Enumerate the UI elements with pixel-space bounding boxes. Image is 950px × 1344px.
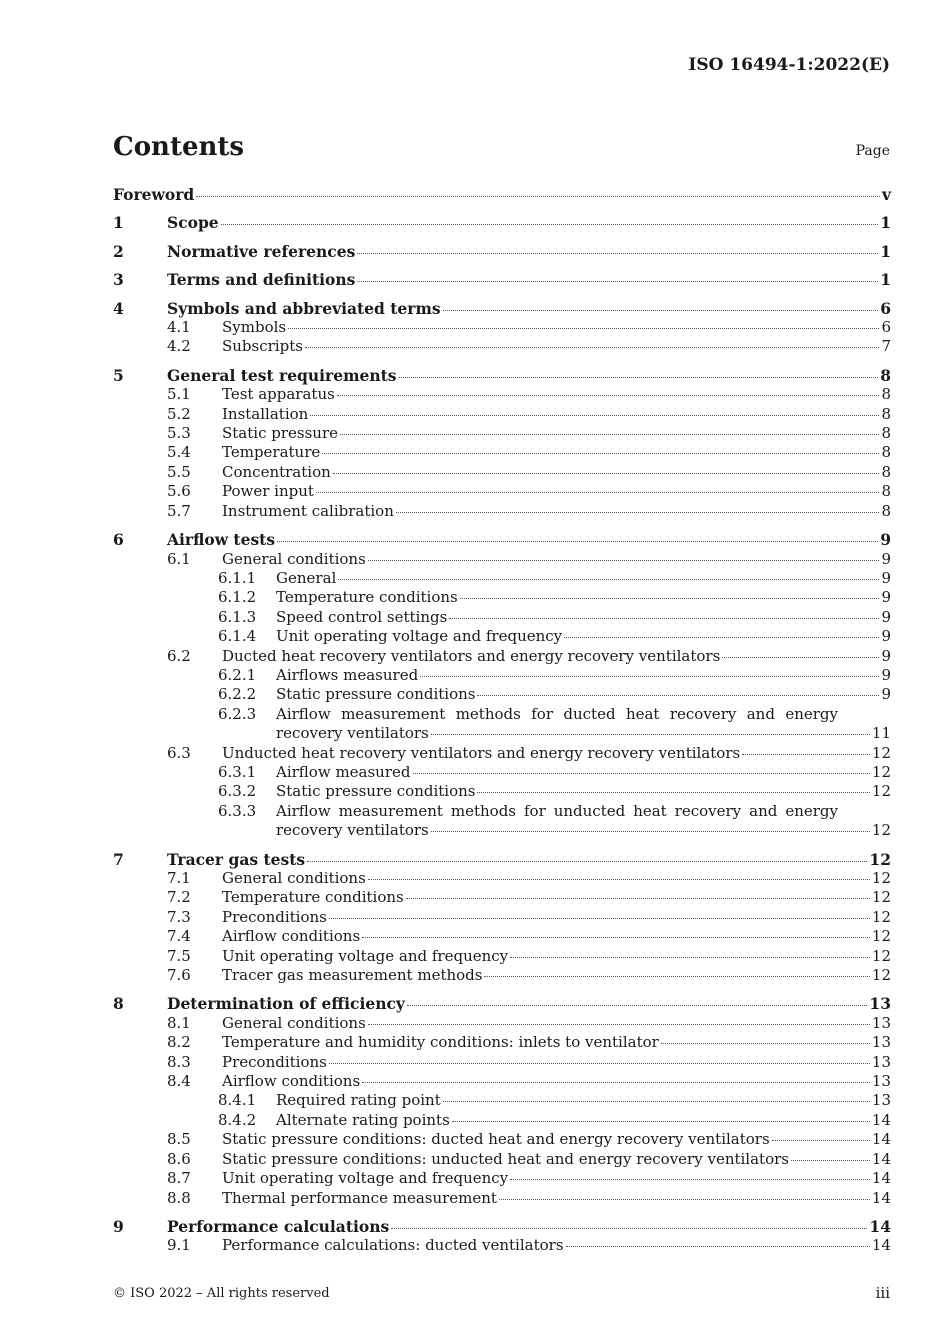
dot-leader (396, 512, 880, 513)
toc-label: Airflow conditions (222, 927, 361, 946)
toc-label: Performance calculations: ducted ventilators (222, 1236, 564, 1255)
toc-label: Static pressure (222, 424, 338, 443)
toc-page: 8 (880, 365, 891, 385)
toc-page: 8 (881, 424, 891, 443)
toc-number: 9.1 (167, 1236, 191, 1255)
toc-page: 14 (871, 1130, 891, 1149)
dot-leader (564, 637, 879, 638)
toc-entry-8-6[interactable] (113, 1150, 891, 1169)
toc-number: 6.3.2 (218, 782, 257, 801)
toc-number: 6.3.3 (218, 801, 257, 820)
toc-entry-6-3-2[interactable] (113, 782, 891, 801)
toc-entry-2[interactable] (113, 242, 891, 261)
dot-leader (368, 879, 870, 880)
dot-leader (277, 541, 878, 542)
toc-number: 6.1.4 (218, 627, 257, 646)
toc-number: 5.3 (167, 424, 191, 443)
toc-page: 8 (881, 482, 891, 501)
toc-label: Airflows measured (276, 665, 419, 684)
toc-label: General test requirements (167, 365, 397, 385)
toc-page: 8 (881, 404, 891, 423)
toc-entry-5-6[interactable] (113, 482, 891, 501)
toc-page: 14 (869, 1216, 891, 1236)
toc-label: Symbols and abbreviated terms (167, 298, 441, 318)
toc-label: Temperature conditions (276, 588, 458, 607)
dot-leader (307, 861, 867, 862)
toc-label: Subscripts (222, 337, 303, 356)
toc-entry-8-8[interactable] (113, 1189, 891, 1208)
toc-label-line-1: Airflow measurement methods for unducted heat recovery and energy (276, 801, 838, 820)
toc-number: 7.2 (167, 888, 191, 907)
toc-number: 6.2.3 (218, 704, 257, 723)
toc-label: Scope (167, 213, 219, 233)
dot-leader (566, 1246, 870, 1247)
toc-number: 5.4 (167, 443, 191, 462)
dot-leader (420, 676, 879, 677)
toc-page: 6 (880, 298, 891, 318)
toc-number: 8.4 (167, 1072, 191, 1091)
toc-entry-8-4-2[interactable] (113, 1111, 891, 1130)
toc-page: 6 (881, 318, 891, 337)
toc-entry-9[interactable] (113, 1217, 891, 1236)
dot-leader (340, 434, 879, 435)
toc-entry-5-3[interactable] (113, 424, 891, 443)
toc-label: Static pressure conditions: ducted heat and energy recovery ventilators (222, 1130, 770, 1149)
toc-number: 7.3 (167, 907, 191, 926)
toc-entry-7[interactable] (113, 850, 891, 869)
dot-leader (510, 957, 870, 958)
dot-leader (357, 253, 878, 254)
toc-number: 7.4 (167, 927, 191, 946)
toc-label: Required rating point (276, 1091, 441, 1110)
dot-leader (368, 560, 880, 561)
toc-entry-6-3-1[interactable] (113, 763, 891, 782)
toc-page: 1 (880, 213, 891, 233)
toc-number: 6 (113, 530, 124, 550)
toc-number: 4 (113, 298, 124, 318)
toc-label: Static pressure conditions (276, 782, 476, 801)
toc-entry-1[interactable] (113, 213, 891, 232)
toc-label: Speed control settings (276, 607, 448, 626)
toc-entry-6[interactable] (113, 530, 891, 549)
dot-leader (362, 937, 870, 938)
toc-page: 12 (871, 946, 891, 965)
toc-number: 5.2 (167, 404, 191, 423)
toc-page: 14 (871, 1169, 891, 1188)
toc-number: 1 (113, 213, 124, 233)
toc-entry-4-1[interactable] (113, 318, 891, 337)
toc-entry-8[interactable] (113, 994, 891, 1013)
toc-page: 9 (881, 549, 891, 568)
toc-label-line-2: recovery ventilators (276, 821, 429, 840)
toc-entry-5-5[interactable] (113, 463, 891, 482)
toc-label: General conditions (222, 549, 366, 568)
toc-entry-7-5[interactable] (113, 947, 891, 966)
toc-page: 9 (881, 665, 891, 684)
toc-entry-7-2[interactable] (113, 888, 891, 907)
dot-leader (333, 473, 880, 474)
toc-entry-5-1[interactable] (113, 385, 891, 404)
toc-label: General conditions (222, 869, 366, 887)
toc-page: 8 (881, 462, 891, 481)
toc-page: 12 (871, 966, 891, 985)
toc-entry-5-2[interactable] (113, 405, 891, 424)
toc-label: Unit operating voltage and frequency (276, 627, 563, 646)
dot-leader (407, 1005, 868, 1006)
toc-page: 1 (880, 270, 891, 290)
toc-page: 12 (869, 849, 891, 869)
toc-page: 9 (881, 646, 891, 665)
toc-entry-foreword[interactable] (113, 185, 891, 204)
toc-label: Airflow tests (167, 530, 276, 550)
toc-page: 8 (881, 443, 891, 462)
dot-leader (443, 310, 879, 311)
toc-page: 14 (871, 1110, 891, 1129)
toc-entry-6-2-3[interactable] (113, 705, 891, 744)
toc-entry-6-1-2[interactable] (113, 588, 891, 607)
toc-entry-8-2[interactable] (113, 1033, 891, 1052)
toc-number: 7.1 (167, 869, 191, 887)
toc-number: 9 (113, 1216, 124, 1236)
toc-page: 9 (881, 607, 891, 626)
toc-label: Test apparatus (222, 385, 335, 404)
toc-entry-5-7[interactable] (113, 502, 891, 521)
toc-entry-8-4[interactable] (113, 1072, 891, 1091)
toc-page: 9 (880, 530, 891, 550)
dot-leader (329, 918, 870, 919)
toc-label: Temperature and humidity conditions: inlets to ventilator (222, 1033, 659, 1052)
dot-leader (791, 1160, 870, 1161)
toc-label: Normative references (167, 241, 356, 261)
toc-page: 9 (881, 588, 891, 607)
page-column-label: Page (855, 143, 890, 159)
toc-label: Static pressure conditions (276, 685, 476, 704)
toc-label: Concentration (222, 462, 331, 481)
toc-label: Preconditions (222, 1052, 327, 1071)
toc-entry-6-2[interactable] (113, 647, 891, 666)
toc-number: 8.6 (167, 1149, 191, 1168)
toc-label: Alternate rating points (276, 1110, 450, 1129)
toc-label: Ducted heat recovery ventilators and energy recovery ventilators (222, 646, 721, 665)
toc-page: 9 (881, 627, 891, 646)
dot-leader (452, 1121, 870, 1122)
toc-number: 8.4.1 (218, 1091, 257, 1110)
table-of-contents (113, 185, 891, 1256)
dot-leader (722, 657, 879, 658)
toc-number: 6.1.3 (218, 607, 257, 626)
toc-label: Terms and definitions (167, 270, 356, 290)
toc-entry-6-2-2[interactable] (113, 685, 891, 704)
dot-leader (305, 347, 880, 348)
toc-page: 14 (871, 1149, 891, 1168)
toc-label: Power input (222, 482, 314, 501)
toc-page: 12 (871, 762, 891, 781)
dot-leader (431, 831, 870, 832)
dot-leader (310, 415, 879, 416)
toc-entry-7-6[interactable] (113, 966, 891, 985)
toc-page: 12 (871, 927, 891, 946)
toc-page: 12 (871, 821, 891, 840)
toc-entry-7-1[interactable] (113, 869, 891, 888)
toc-label: Instrument calibration (222, 501, 394, 520)
toc-label: Temperature (222, 443, 321, 462)
dot-leader (510, 1179, 870, 1180)
toc-entry-5-4[interactable] (113, 443, 891, 462)
dot-leader (406, 898, 870, 899)
toc-entry-8-3[interactable] (113, 1053, 891, 1072)
dot-leader (316, 492, 880, 493)
toc-page: 14 (871, 1236, 891, 1255)
toc-number: 8.3 (167, 1052, 191, 1071)
toc-entry-6-1-3[interactable] (113, 608, 891, 627)
dot-leader (368, 1024, 870, 1025)
toc-number: 5.5 (167, 462, 191, 481)
toc-page: v (881, 185, 891, 204)
toc-page: 8 (881, 385, 891, 404)
toc-page: 12 (871, 743, 891, 762)
toc-page: 12 (871, 869, 891, 887)
toc-number: 8.4.2 (218, 1110, 257, 1129)
dot-leader (772, 1140, 870, 1141)
toc-page: 7 (881, 337, 891, 356)
toc-label: Preconditions (222, 907, 327, 926)
toc-entry-6-1[interactable] (113, 550, 891, 569)
toc-number: 8.5 (167, 1130, 191, 1149)
toc-number: 7 (113, 849, 124, 869)
toc-label-line-1: Airflow measurement methods for ducted heat recovery and energy (276, 704, 838, 723)
copyright-notice: © ISO 2022 – All rights reserved (113, 1286, 330, 1301)
toc-page: 13 (871, 1091, 891, 1110)
standard-code: ISO 16494-1:2022(E) (688, 55, 890, 75)
dot-leader (399, 377, 879, 378)
toc-label-line-2: recovery ventilators (276, 724, 429, 743)
toc-number: 6.3.1 (218, 762, 257, 781)
toc-number: 8 (113, 994, 124, 1014)
dot-leader (362, 1082, 870, 1083)
dot-leader (221, 224, 879, 225)
dot-leader (329, 1063, 870, 1064)
toc-number: 6.2.2 (218, 685, 257, 704)
toc-label: Unducted heat recovery ventilators and energy recovery ventilators (222, 743, 741, 762)
toc-number: 6.1 (167, 549, 191, 568)
toc-number: 6.2.1 (218, 665, 257, 684)
toc-number: 4.2 (167, 337, 191, 356)
toc-label: Tracer gas measurement methods (222, 966, 483, 985)
dot-leader (477, 695, 879, 696)
dot-leader (391, 1228, 867, 1229)
toc-entry-8-5[interactable] (113, 1130, 891, 1149)
toc-label: Unit operating voltage and frequency (222, 1169, 509, 1188)
toc-entry-6-2-1[interactable] (113, 666, 891, 685)
toc-page: 13 (871, 1033, 891, 1052)
toc-page: 12 (871, 782, 891, 801)
toc-label: Static pressure conditions: unducted heat and energy recovery ventilators (222, 1149, 789, 1168)
toc-number: 8.8 (167, 1188, 191, 1207)
toc-label: Temperature conditions (222, 888, 404, 907)
toc-page: 13 (869, 994, 891, 1014)
toc-number: 2 (113, 241, 124, 261)
toc-label: Unit operating voltage and frequency (222, 946, 509, 965)
toc-entry-7-3[interactable] (113, 908, 891, 927)
page-number: iii (875, 1284, 890, 1302)
toc-number: 8.1 (167, 1013, 191, 1032)
toc-number: 7.5 (167, 946, 191, 965)
toc-label: Performance calculations (167, 1216, 390, 1236)
toc-label: Foreword (113, 185, 195, 204)
toc-entry-5[interactable] (113, 366, 891, 385)
toc-number: 5.7 (167, 501, 191, 520)
dot-leader (460, 598, 880, 599)
toc-page: 9 (881, 568, 891, 587)
toc-label: Airflow conditions (222, 1072, 361, 1091)
toc-number: 5.6 (167, 482, 191, 501)
dot-leader (449, 618, 879, 619)
toc-number: 6.3 (167, 743, 191, 762)
dot-leader (477, 792, 869, 793)
toc-page: 12 (871, 907, 891, 926)
toc-number: 6.2 (167, 646, 191, 665)
dot-leader (196, 196, 880, 197)
dot-leader (661, 1043, 870, 1044)
dot-leader (499, 1199, 870, 1200)
toc-entry-6-1-4[interactable] (113, 627, 891, 646)
toc-number: 8.2 (167, 1033, 191, 1052)
toc-page: 11 (871, 724, 891, 743)
toc-entry-7-4[interactable] (113, 927, 891, 946)
toc-entry-4-2[interactable] (113, 337, 891, 356)
toc-number: 6.1.1 (218, 568, 257, 587)
toc-entry-8-1[interactable] (113, 1014, 891, 1033)
toc-number: 8.7 (167, 1169, 191, 1188)
toc-page: 13 (871, 1013, 891, 1032)
toc-number: 5 (113, 365, 124, 385)
toc-entry-4[interactable] (113, 299, 891, 318)
toc-entry-6-3[interactable] (113, 744, 891, 763)
toc-page: 14 (871, 1188, 891, 1207)
toc-label: Determination of efficiency (167, 994, 405, 1014)
toc-label: Thermal performance measurement (222, 1188, 497, 1207)
toc-page: 13 (871, 1072, 891, 1091)
toc-number: 6.1.2 (218, 588, 257, 607)
toc-label: Airflow measured (276, 762, 411, 781)
toc-number: 3 (113, 270, 124, 290)
dot-leader (288, 328, 879, 329)
toc-page: 9 (881, 685, 891, 704)
toc-page: 1 (880, 241, 891, 261)
toc-number: 7.6 (167, 966, 191, 985)
toc-entry-9-1[interactable] (113, 1236, 891, 1255)
page-title: Contents (113, 132, 245, 162)
toc-page: 12 (871, 888, 891, 907)
toc-entry-6-1-1[interactable] (113, 569, 891, 588)
dot-leader (357, 281, 878, 282)
toc-label: Symbols (222, 318, 287, 337)
dot-leader (484, 976, 869, 977)
toc-entry-6-3-3[interactable] (113, 802, 891, 841)
toc-page: 8 (881, 501, 891, 520)
toc-entry-3[interactable] (113, 270, 891, 289)
toc-label: Installation (222, 404, 309, 423)
toc-page: 13 (871, 1052, 891, 1071)
dot-leader (337, 395, 880, 396)
dot-leader (413, 773, 870, 774)
toc-number: 4.1 (167, 318, 191, 337)
toc-entry-8-4-1[interactable] (113, 1091, 891, 1110)
toc-label: Tracer gas tests (167, 849, 306, 869)
dot-leader (338, 579, 879, 580)
dot-leader (443, 1101, 870, 1102)
dot-leader (431, 734, 870, 735)
dot-leader (742, 754, 870, 755)
dot-leader (322, 453, 879, 454)
toc-label: General (276, 568, 337, 587)
toc-entry-8-7[interactable] (113, 1169, 891, 1188)
toc-number: 5.1 (167, 385, 191, 404)
toc-label: General conditions (222, 1013, 366, 1032)
